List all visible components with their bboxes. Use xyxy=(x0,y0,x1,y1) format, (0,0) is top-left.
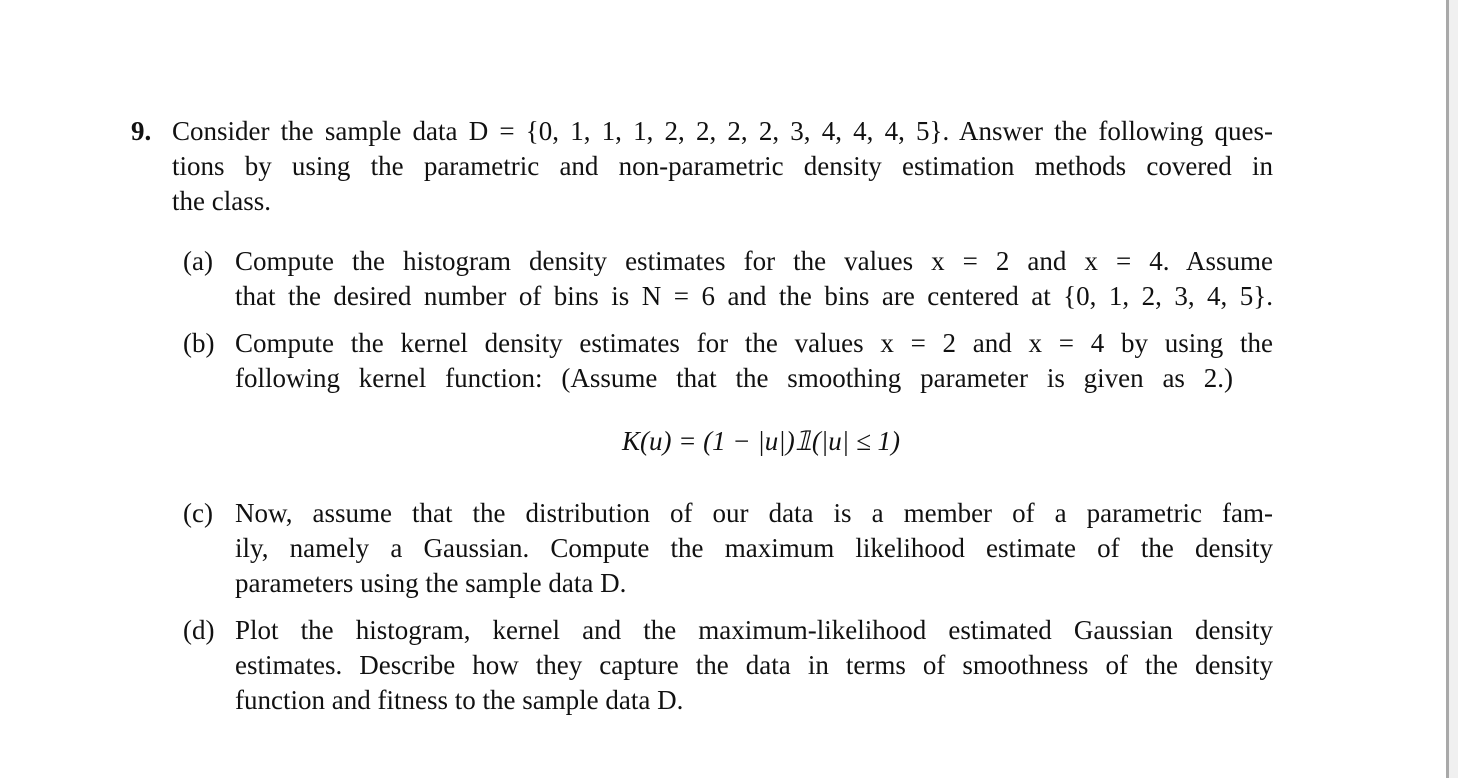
question-line: the class. xyxy=(172,186,271,216)
part-d-line: function and fitness to the sample data D. xyxy=(235,685,684,715)
part-d-line: Plot the histogram, kernel and the maximum-likelihood estimated Gaussian density xyxy=(235,615,1273,645)
question-number: 9. xyxy=(131,116,152,146)
viewer-gutter xyxy=(1449,0,1458,778)
part-c-line: parameters using the sample data D. xyxy=(235,568,627,598)
question-line: Consider the sample data D = {0, 1, 1, 1, 2, 2, 2, 2, 3, 4, 4, 4, 5}. Answer the following ques- xyxy=(172,116,1273,146)
part-c-line: Now, assume that the distribution of our data is a member of a parametric fam- xyxy=(235,498,1273,528)
part-b-line: Compute the kernel density estimates for the values x = 2 and x = 4 by using the xyxy=(235,328,1273,358)
question-line: tions by using the parametric and non-parametric density estimation methods covered in xyxy=(172,151,1273,181)
kernel-formula-text: K(u) = (1 − |u|)𝟙(|u| ≤ 1) xyxy=(621,426,901,456)
part-a-line: Compute the histogram density estimates for the values x = 2 and x = 4. Assume xyxy=(235,246,1273,276)
kernel-formula xyxy=(0,424,1446,459)
part-c-line: ily, namely a Gaussian. Compute the maximum likelihood estimate of the density xyxy=(235,533,1273,563)
part-d-label: (d) xyxy=(183,615,215,645)
part-b-line: following kernel function: (Assume that the smoothing parameter is given as 2.) xyxy=(235,363,1233,393)
part-a-line: that the desired number of bins is N = 6 and the bins are centered at {0, 1, 2, 3, 4, 5}. xyxy=(235,281,1273,311)
part-a-label: (a) xyxy=(183,246,213,276)
part-d-line: estimates. Describe how they capture the data in terms of smoothness of the density xyxy=(235,650,1273,680)
part-b-label: (b) xyxy=(183,328,215,358)
part-c-label: (c) xyxy=(183,498,213,528)
